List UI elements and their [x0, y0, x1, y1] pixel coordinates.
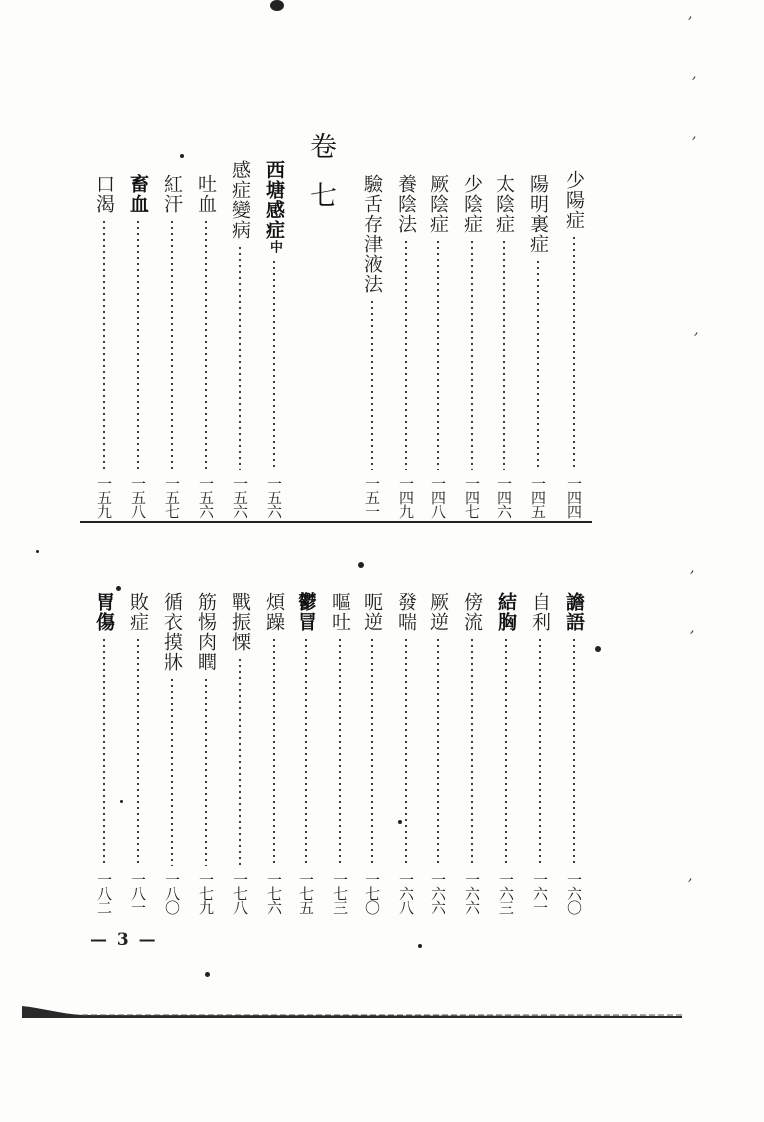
- entry-page: 一六六: [463, 872, 481, 914]
- toc-entry: [460, 592, 484, 914]
- dot-leader: [437, 637, 439, 866]
- dot-leader: [437, 239, 439, 470]
- entry-title: 鬱冒: [295, 592, 317, 632]
- entry-page: 一四四: [565, 476, 583, 518]
- toc-entry: [562, 170, 586, 518]
- dot-leader: [537, 259, 539, 470]
- toc-entry: [562, 592, 586, 914]
- entry-title: 循衣摸牀: [161, 592, 183, 672]
- entry-page: 一六三: [497, 872, 515, 914]
- entry-title: 吐血: [195, 174, 217, 214]
- toc-entry: [360, 592, 384, 914]
- ink-speck: [36, 550, 39, 553]
- entry-title: [262, 160, 286, 254]
- ink-speck: [116, 586, 121, 591]
- dot-leader: [205, 677, 207, 866]
- toc-entry: [92, 592, 116, 914]
- margin-mark: ,: [688, 6, 693, 22]
- dot-leader: [339, 637, 341, 866]
- entry-page: 一五六: [265, 476, 283, 518]
- entry-title: 驗舌存津液法: [361, 174, 383, 294]
- toc-entry: [328, 592, 352, 914]
- dot-leader: [273, 637, 275, 866]
- toc-entry: [460, 174, 484, 518]
- margin-mark: ,: [692, 126, 697, 142]
- toc-entry: [160, 174, 184, 518]
- entry-title: 口渴: [93, 174, 115, 214]
- entry-page: 一四九: [397, 476, 415, 518]
- entry-title: 陽明裏症: [527, 174, 549, 254]
- dot-leader: [503, 239, 505, 470]
- ink-speck: [398, 820, 402, 824]
- entry-title: 戰振慄: [229, 592, 251, 652]
- entry-title: 敗症: [127, 592, 149, 632]
- entry-title: 嘔吐: [329, 592, 351, 632]
- entry-title: 結胸: [495, 592, 517, 632]
- toc-entry: [228, 592, 252, 914]
- page-edge-shadow: [22, 1004, 682, 1018]
- entry-page: 一七五: [297, 872, 315, 914]
- dot-leader: [137, 219, 139, 470]
- entry-title: 少陽症: [563, 170, 585, 230]
- entry-page: 一七八: [231, 872, 249, 914]
- entry-page: 一八〇: [163, 872, 181, 914]
- entry-title: 養陰法: [395, 174, 417, 234]
- margin-mark: ,: [690, 620, 695, 636]
- toc-entry: [394, 592, 418, 914]
- dot-leader: [273, 259, 275, 470]
- margin-mark: ,: [688, 868, 693, 884]
- toc-entry: [228, 160, 252, 518]
- dot-leader: [239, 245, 241, 470]
- dot-leader: [505, 637, 507, 866]
- margin-mark: ,: [692, 66, 697, 82]
- ink-speck: [120, 800, 123, 803]
- entry-title: 紅汗: [161, 174, 183, 214]
- dot-leader: [305, 637, 307, 866]
- entry-page: 一八二: [95, 872, 113, 914]
- dot-leader: [171, 677, 173, 866]
- dot-leader: [103, 637, 105, 866]
- entry-page: 一四七: [463, 476, 481, 518]
- volume-heading: 卷七: [305, 132, 336, 230]
- dot-leader: [239, 657, 241, 866]
- dot-leader: [103, 219, 105, 470]
- entry-page: 一七六: [265, 872, 283, 914]
- toc-entry: [526, 174, 550, 518]
- section-divider: [80, 521, 592, 523]
- toc-entry: [126, 174, 150, 518]
- toc-entry: [492, 174, 516, 518]
- toc-entry: [194, 174, 218, 518]
- toc-entry: [394, 174, 418, 518]
- margin-mark: ,: [694, 322, 699, 338]
- ink-speck: [205, 972, 210, 977]
- dot-leader: [405, 239, 407, 470]
- toc-entry: [494, 592, 518, 914]
- toc-entry: [360, 174, 384, 518]
- entry-page: 一七〇: [363, 872, 381, 914]
- entry-page: 一六一: [531, 872, 549, 914]
- toc-entry: [160, 592, 184, 914]
- ink-speck: [180, 154, 184, 158]
- toc-entry: [194, 592, 218, 914]
- entry-page: 一四六: [495, 476, 513, 518]
- entry-page: 一五八: [129, 476, 147, 518]
- dot-leader: [371, 637, 373, 866]
- dot-leader: [405, 637, 407, 866]
- entry-title: 發喘: [395, 592, 417, 632]
- entry-title: 筋惕肉瞤: [195, 592, 217, 672]
- dot-leader: [205, 219, 207, 470]
- ink-speck: [595, 646, 601, 652]
- entry-title: 太陰症: [493, 174, 515, 234]
- dot-leader: [371, 299, 373, 470]
- entry-title: 譫語: [563, 592, 585, 632]
- entry-page: 一五九: [95, 476, 113, 518]
- toc-entry: [294, 592, 318, 914]
- page-number: — 3 —: [90, 930, 158, 950]
- ink-speck: [418, 944, 422, 948]
- toc-entry: [92, 174, 116, 518]
- entry-page: 一七九: [197, 872, 215, 914]
- entry-title: 厥逆: [427, 592, 449, 632]
- dot-leader: [471, 637, 473, 866]
- entry-note: 中: [267, 240, 282, 254]
- toc-entry: [126, 592, 150, 914]
- entry-title: 自利: [529, 592, 551, 632]
- toc-entry: [528, 592, 552, 914]
- dot-leader: [573, 637, 575, 866]
- entry-title-text: 西塘感症: [263, 160, 285, 240]
- entry-page: 一五六: [231, 476, 249, 518]
- entry-title: 傍流: [461, 592, 483, 632]
- dot-leader: [573, 235, 575, 470]
- entry-page: 一七三: [331, 872, 349, 914]
- dot-leader: [539, 637, 541, 866]
- entry-page: 一四五: [529, 476, 547, 518]
- entry-title: 胃傷: [93, 592, 115, 632]
- ink-speck: [358, 562, 364, 568]
- entry-page: 一五一: [363, 476, 381, 518]
- entry-title: 呃逆: [361, 592, 383, 632]
- ink-blot: [270, 0, 284, 11]
- entry-page: 一六六: [429, 872, 447, 914]
- toc-entry: [426, 592, 450, 914]
- dot-leader: [171, 219, 173, 470]
- toc-entry: [426, 174, 450, 518]
- entry-page: 一五六: [197, 476, 215, 518]
- entry-title: 厥陰症: [427, 174, 449, 234]
- entry-page: 一六八: [397, 872, 415, 914]
- dot-leader: [137, 637, 139, 866]
- entry-title: 畜血: [127, 174, 149, 214]
- toc-entry: [262, 592, 286, 914]
- entry-page: 一六〇: [565, 872, 583, 914]
- margin-mark: ,: [690, 560, 695, 576]
- entry-page: 一八一: [129, 872, 147, 914]
- dot-leader: [471, 239, 473, 470]
- entry-page: 一五七: [163, 476, 181, 518]
- entry-title: 感症變病: [229, 160, 251, 240]
- entry-page: 一四八: [429, 476, 447, 518]
- toc-entry: [262, 160, 286, 518]
- entry-title: 少陰症: [461, 174, 483, 234]
- entry-title: 煩躁: [263, 592, 285, 632]
